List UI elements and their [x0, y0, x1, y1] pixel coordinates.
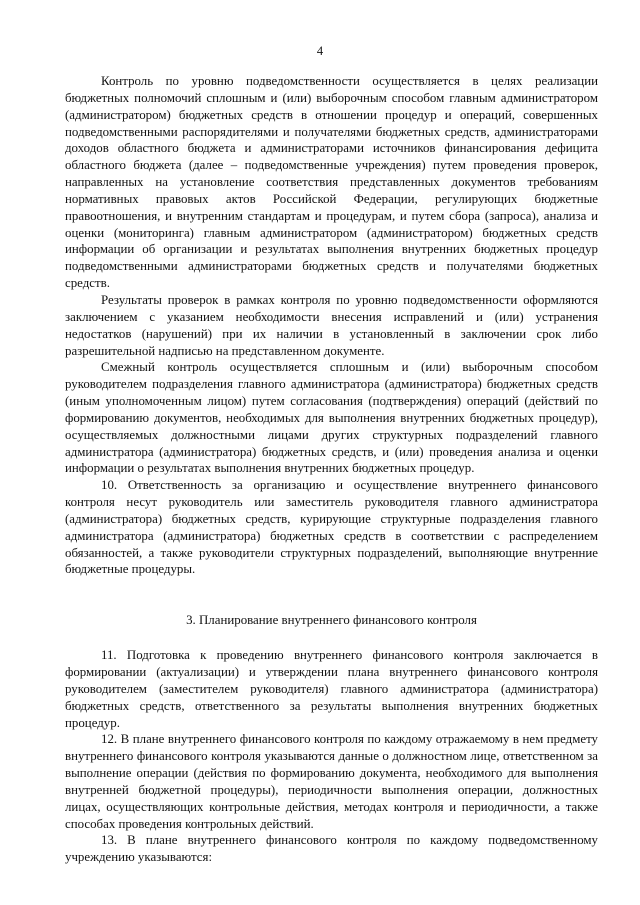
paragraph-item-12: 12. В плане внутреннего финансового контроля по каждому отражаемому в нем предмету внутреннего финансового контроля указываются данные о должностном лице, ответственном за выполнение операции (действия по формированию документа, необходимого для выполнения внутренней бюджетной процедуры), периодичности выполнения операции, должностных лицах, осуществляющих контрольные действия, методах контроля и периодичности, а также способах проведения контрольных действий.: [65, 732, 598, 831]
paragraph-item-13: 13. В плане внутреннего финансового контроля по каждому подведомственному учреждению указываются:: [65, 833, 598, 865]
paragraph-item-10: 10. Ответственность за организацию и осуществление внутреннего финансового контроля несут руководитель или заместитель руководителя главного администратора (администратора) бюджетных средств, курирующие структурные подразделения главного администратора (администратора) бюджетных средств в соответствии с распределением обязанностей, а также руководители структурных подразделений, выполняющие внутренние бюджетные процедуры.: [65, 478, 598, 577]
paragraph-inspection-results: Результаты проверок в рамках контроля по уровню подведомственности оформляются заключением с указанием необходимости внесения исправлений и (или) устранения недостатков (нарушений) при их наличии в установленный в заключении срок либо разрешительной надписью на представленном документе.: [65, 292, 598, 358]
paragraph-subordination-control: Контроль по уровню подведомственности осуществляется в целях реализации бюджетных полномочий сплошным и (или) выборочным способом главным администратором (администратором) бюджетных средств в отношении процедур и операций, совершенных подведомственными распорядителями и получателями бюджетных средств, администраторами доходов областного бюджета и администраторами источников финансирования дефицита областного бюджета (далее – подведомственные учреждения) путем проведения проверок, направленных на установление соответствия представленных документов требованиям нормативных правовых актов Российской Федерации, регулирующих бюджетные правоотношения, и внутренним стандартам и процедурам, и путем сбора (запроса), анализа и оценки (мониторинга) главным администратором (администратором) бюджетных средств информации об организации и результатах выполнения внутренних бюджетных процедур подведомственными администраторами бюджетных средств и получателями бюджетных средств.: [65, 74, 598, 291]
document-body: [65, 73, 598, 866]
page-number: 4: [316, 44, 324, 58]
section-heading: 3. Планирование внутреннего финансового контроля: [186, 613, 477, 628]
paragraph-item-11: 11. Подготовка к проведению внутреннего финансового контроля заключается в формировании (актуализации) и утверждении плана внутреннего финансового контроля руководителем (заместителем руководителя) главного администратора (администратора) бюджетных средств, ответственного за результаты выполнения внутренних бюджетных процедур.: [65, 648, 598, 730]
paragraph-adjacent-control: Смежный контроль осуществляется сплошным и (или) выборочным способом руководителем подразделения главного администратора (администратора) бюджетных средств (иным уполномоченным лицом) путем согласования (подтверждения) операций (действий по формированию документов, необходимых для выполнения внутренних бюджетных процедур), осуществляемых должностными лицами других структурных подразделений главного администратора (администратора) бюджетных средств, и (или) проведения анализа и оценки информации о результатах выполнения внутренних бюджетных процедур.: [65, 360, 598, 476]
